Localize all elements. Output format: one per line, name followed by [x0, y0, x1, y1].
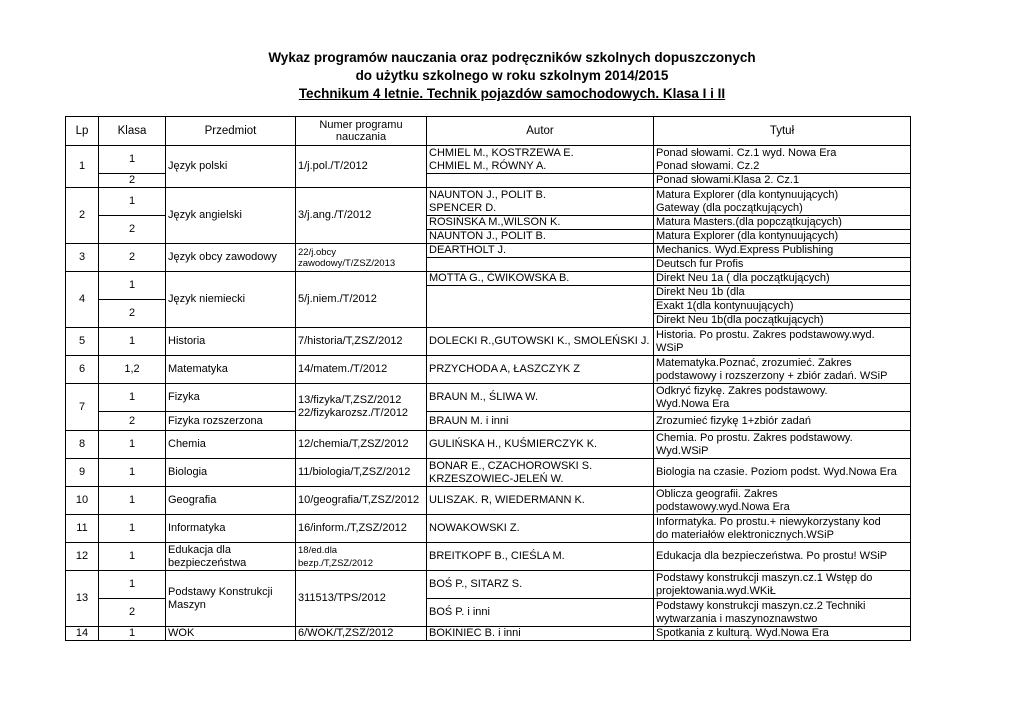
numer-cell: 16/inform./T,ZSZ/2012	[296, 515, 427, 543]
tytul-cell	[654, 431, 911, 459]
tytul-line: Chemia. Po prostu. Zakres podstawowy.	[656, 431, 853, 444]
tytul-cell	[654, 146, 911, 174]
numer-cell	[296, 384, 427, 431]
numer-cell: 14/matem./T/2012	[296, 356, 427, 384]
header-autor: Autor	[427, 117, 654, 146]
tytul-line: Podstawy konstrukcji maszyn.cz.2 Techniki	[656, 599, 866, 612]
lp-cell: 8	[66, 431, 99, 459]
lp-cell: 7	[66, 384, 99, 431]
przedmiot-cell	[166, 571, 296, 627]
numer-line: bezp./T,ZSZ/2012	[298, 557, 373, 569]
numer-cell: 12/chemia/T,ZSZ/2012	[296, 431, 427, 459]
numer-line: 13/fizyka/T,ZSZ/2012	[298, 394, 402, 406]
przedmiot-cell: Biologia	[166, 459, 296, 487]
title-line-3	[0, 85, 1024, 103]
title-line-1: Wykaz programów nauczania oraz podręczników szkolnych dopuszczonych	[268, 50, 756, 65]
autor-line: CHMIEL M., RÓWNY A.	[429, 159, 547, 172]
autor-cell: PRZYCHODA A, ŁASZCZYK Z	[427, 356, 654, 384]
klasa-cell: 1	[99, 328, 166, 356]
tytul-cell	[654, 356, 911, 384]
tytul-cell: Zrozumieć fizykę 1+zbiór zadań	[654, 412, 911, 431]
tytul-cell	[654, 188, 911, 216]
autor-line: SPENCER D.	[429, 201, 497, 214]
klasa-cell: 1	[99, 459, 166, 487]
table-row	[66, 244, 911, 258]
table-row	[66, 356, 911, 384]
lp-cell: 6	[66, 356, 99, 384]
autor-cell: DEARTHOLT J.	[427, 244, 654, 258]
table-row	[66, 328, 911, 356]
autor-cell: NAUNTON J., POLIT B.	[427, 230, 654, 244]
autor-cell: BRAUN M., ŚLIWA W.	[427, 384, 654, 412]
tytul-cell: Mechanics. Wyd.Express Publishing	[654, 244, 911, 258]
header-numer: Numer programu nauczania	[296, 117, 427, 146]
numer-cell: 3/j.ang./T/2012	[296, 188, 427, 244]
klasa-cell: 2	[99, 412, 166, 431]
numer-cell: 10/geografia/T,ZSZ/2012	[296, 487, 427, 515]
lp-cell: 2	[66, 188, 99, 244]
przedmiot-line: Maszyn	[168, 598, 206, 611]
klasa-cell: 1	[99, 543, 166, 571]
autor-line: KRZESZOWIEC-JELEŃ W.	[429, 472, 564, 485]
przedmiot-cell: WOK	[166, 627, 296, 641]
przedmiot-cell: Język niemiecki	[166, 272, 296, 328]
przedmiot-cell: Matematyka	[166, 356, 296, 384]
tytul-line: Matura Explorer (dla kontynuujących)	[656, 188, 839, 201]
numer-cell: 1/j.pol./T/2012	[296, 146, 427, 188]
header-przedmiot: Przedmiot	[166, 117, 296, 146]
autor-cell	[427, 459, 654, 487]
tytul-cell: Direkt Neu 1b (dla	[654, 286, 911, 300]
programs-table	[65, 116, 911, 641]
table-row	[66, 571, 911, 599]
autor-cell: BREITKOPF B., CIEŚLA M.	[427, 543, 654, 571]
autor-line: BONAR E., CZACHOROWSKI S.	[429, 459, 593, 472]
autor-cell: GULIŃSKA H., KUŚMIERCZYK K.	[427, 431, 654, 459]
tytul-line: do materiałów elektronicznych.WSiP	[656, 528, 834, 541]
autor-cell	[427, 146, 654, 174]
tytul-line: podstawowy i rozszerzony + zbiór zadań. WSiP	[656, 369, 888, 382]
przedmiot-line: bezpieczeństwa	[168, 556, 247, 569]
tytul-line: Odkryć fizykę. Zakres podstawowy.	[656, 384, 828, 397]
header-lp: Lp	[66, 117, 99, 146]
table-row	[66, 272, 911, 286]
tytul-line: Ponad słowami. Cz.1 wyd. Nowa Era	[656, 146, 837, 159]
tytul-cell: Ponad słowami.Klasa 2. Cz.1	[654, 174, 911, 188]
tytul-cell: Spotkania z kulturą. Wyd.Nowa Era	[654, 627, 911, 641]
lp-cell: 3	[66, 244, 99, 272]
tytul-cell	[654, 515, 911, 543]
header-row	[66, 117, 911, 146]
klasa-cell: 1	[99, 515, 166, 543]
table-row	[66, 384, 911, 412]
tytul-cell	[654, 571, 911, 599]
tytul-cell: Deutsch fur Profis	[654, 258, 911, 272]
klasa-cell: 1,2	[99, 356, 166, 384]
klasa-cell: 2	[99, 216, 166, 244]
przedmiot-cell: Geografia	[166, 487, 296, 515]
lp-cell: 5	[66, 328, 99, 356]
tytul-line: Ponad słowami. Cz.2	[656, 159, 760, 172]
header-tytul: Tytuł	[654, 117, 911, 146]
przedmiot-cell	[166, 543, 296, 571]
title-line-3-text: Technikum 4 letnie. Technik pojazdów samochodowych. Klasa I i II	[298, 86, 726, 101]
tytul-line: Informatyka. Po prostu.+ niewykorzystany kod	[656, 515, 881, 528]
table-row	[66, 627, 911, 641]
numer-cell: 7/historia/T,ZSZ/2012	[296, 328, 427, 356]
title-line-2: do użytku szkolnego w roku szkolnym 2014/2015	[355, 68, 669, 83]
numer-line: 18/ed.dla	[298, 544, 338, 556]
lp-cell: 9	[66, 459, 99, 487]
autor-cell: BRAUN M. i inni	[427, 412, 654, 431]
numer-cell	[296, 543, 427, 571]
lp-cell: 12	[66, 543, 99, 571]
tytul-line: podstawowy.wyd.Nowa Era	[656, 500, 790, 513]
autor-cell: BOŚ P., SITARZ S.	[427, 571, 654, 599]
table-row	[66, 431, 911, 459]
tytul-cell: Exakt 1(dla kontynuujących)	[654, 300, 911, 314]
tytul-line: projektowania.wyd.WKiŁ	[656, 584, 776, 597]
autor-cell: BOŚ P. i inni	[427, 599, 654, 627]
przedmiot-cell: Fizyka	[166, 384, 296, 412]
tytul-line: Oblicza geografii. Zakres	[656, 487, 778, 500]
klasa-cell: 1	[99, 188, 166, 216]
table-row	[66, 188, 911, 216]
autor-line: CHMIEL M., KOSTRZEWA E.	[429, 146, 574, 159]
tytul-cell: Matura Explorer (dla kontynuujących)	[654, 230, 911, 244]
numer-line: 22/fizykarozsz./T/2012	[298, 407, 409, 419]
autor-cell	[427, 258, 654, 272]
autor-cell	[427, 174, 654, 188]
tytul-line: Historia. Po prostu. Zakres podstawowy.wyd.	[656, 328, 875, 341]
autor-cell: BOKINIEC B. i inni	[427, 627, 654, 641]
header-klasa: Klasa	[99, 117, 166, 146]
klasa-cell: 1	[99, 627, 166, 641]
tytul-cell	[654, 384, 911, 412]
klasa-cell: 1	[99, 146, 166, 174]
klasa-cell: 2	[99, 599, 166, 627]
autor-cell	[427, 286, 654, 328]
tytul-line: WSiP	[656, 341, 684, 354]
autor-cell: ULISZAK. R, WIEDERMANN K.	[427, 487, 654, 515]
klasa-cell: 2	[99, 300, 166, 328]
table-row	[66, 487, 911, 515]
przedmiot-cell: Język obcy zawodowy	[166, 244, 296, 272]
tytul-line: Wyd.WSiP	[656, 444, 709, 457]
table-row	[66, 459, 911, 487]
klasa-cell: 1	[99, 272, 166, 300]
autor-cell: DOLECKI R.,GUTOWSKI K., SMOLEŃSKI J.	[427, 328, 654, 356]
klasa-cell: 1	[99, 384, 166, 412]
tytul-cell	[654, 328, 911, 356]
autor-cell: ROSIŃSKA M.,WILSON K.	[427, 216, 654, 230]
numer-cell: 11/biologia/T,ZSZ/2012	[296, 459, 427, 487]
autor-line: NAUNTON J., POLIT B.	[429, 188, 546, 201]
table-row	[66, 146, 911, 174]
autor-cell: NOWAKOWSKI Z.	[427, 515, 654, 543]
tytul-line: Wyd.Nowa Era	[656, 397, 730, 410]
klasa-cell: 1	[99, 571, 166, 599]
tytul-cell: Matura Masters.(dla popczątkujących)	[654, 216, 911, 230]
klasa-cell: 1	[99, 431, 166, 459]
przedmiot-line: Edukacja dla	[168, 543, 231, 556]
tytul-line: Podstawy konstrukcji maszyn.cz.1 Wstęp do	[656, 571, 873, 584]
klasa-cell: 2	[99, 244, 166, 272]
lp-cell: 4	[66, 272, 99, 328]
tytul-cell	[654, 487, 911, 515]
przedmiot-line: Podstawy Konstrukcji	[168, 585, 273, 598]
tytul-cell: Edukacja dla bezpieczeństwa. Po prostu! WSiP	[654, 543, 911, 571]
numer-cell: 22/j.obcy zawodowy/T/ZSZ/2013	[296, 244, 427, 272]
tytul-cell: Biologia na czasie. Poziom podst. Wyd.Nowa Era	[654, 459, 911, 487]
numer-cell: 311513/TPS/2012	[296, 571, 427, 627]
tytul-cell: Direkt Neu 1a ( dla początkujących)	[654, 272, 911, 286]
lp-cell: 13	[66, 571, 99, 627]
przedmiot-cell: Język angielski	[166, 188, 296, 244]
przedmiot-cell: Chemia	[166, 431, 296, 459]
przedmiot-cell: Informatyka	[166, 515, 296, 543]
klasa-cell: 1	[99, 487, 166, 515]
tytul-line: Matematyka.Poznać, zrozumieć. Zakres	[656, 356, 852, 369]
lp-cell: 1	[66, 146, 99, 188]
tytul-line: Gateway (dla początkujących)	[656, 201, 803, 214]
tytul-cell: Direkt Neu 1b(dla początkujących)	[654, 314, 911, 328]
numer-cell: 5/j.niem./T/2012	[296, 272, 427, 328]
klasa-cell: 2	[99, 174, 166, 188]
przedmiot-cell: Fizyka rozszerzona	[166, 412, 296, 431]
tytul-line: wytwarzania i maszynoznawstwo	[656, 612, 818, 625]
table-row	[66, 515, 911, 543]
autor-cell: MOTTA G., ĆWIKOWSKA B.	[427, 272, 654, 286]
przedmiot-cell: Historia	[166, 328, 296, 356]
table-row	[66, 412, 911, 431]
lp-cell: 14	[66, 627, 99, 641]
lp-cell: 10	[66, 487, 99, 515]
tytul-cell	[654, 599, 911, 627]
przedmiot-cell: Język polski	[166, 146, 296, 188]
lp-cell: 11	[66, 515, 99, 543]
numer-cell: 6/WOK/T,ZSZ/2012	[296, 627, 427, 641]
table-row	[66, 543, 911, 571]
autor-cell	[427, 188, 654, 216]
